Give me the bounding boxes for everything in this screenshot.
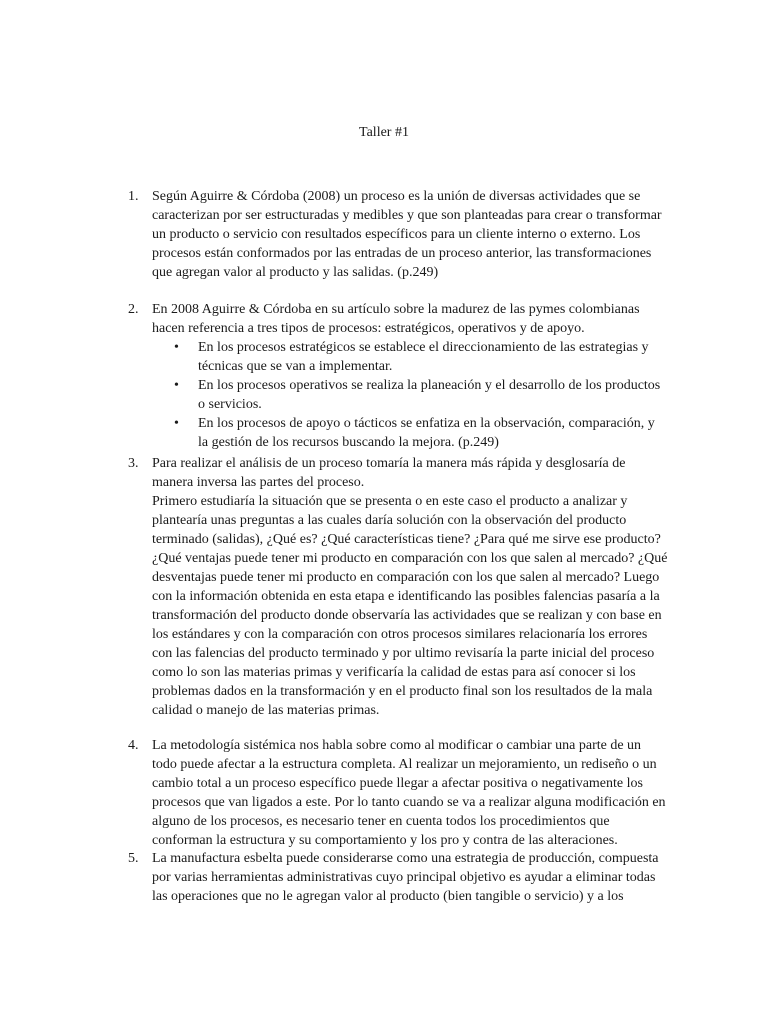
item-text: Según Aguirre & Córdoba (2008) un proceso es la unión de diversas actividades que se caracterizan por ser estructuradas y medibles y que son planteadas para crear o transformar un producto o servicio con resultados específicos para un cliente interno o externo. Los procesos están conformados por las entradas de un proceso anterior, las transformaciones que agregan valor al producto y las salidas. (p.249) [152,189,662,280]
bullet-item [152,414,668,452]
bullet-icon: • [174,340,179,355]
item-text: Para realizar el análisis de un proceso tomaría la manera más rápida y desglosaría de manera inversa las partes del proceso. [152,456,626,490]
bullet-item [152,338,668,376]
item-number: 2. [128,302,139,317]
item-body [152,187,668,282]
item-number: 3. [128,456,139,471]
item-number: 1. [128,189,139,204]
bullet-text: En los procesos operativos se realiza la planeación y el desarrollo de los productos o servicios. [198,378,661,412]
item-text-continued: Primero estudiaría la situación que se presenta o en este caso el producto a analizar y plantearía unas preguntas a las cuales daría solución con la observación del producto terminado (salidas), ¿Qué es? ¿Qué características tiene? ¿Para qué me sirve ese producto? ¿Qué ventajas puede tener mi producto en comparación con los que salen al mercado? ¿Qué desventajas puede tener mi producto en comparación con los que salen al mercado? Luego con la información obtenida en esta etapa e identificando las posibles falencias pasaría a la transformación del producto donde observaría las actividades que se realizan y con base en los estándares y con la comparación con otros procesos similares relacionaría los errores con las falencias del producto terminado y por ultimo revisaría la parte inicial del proceso como lo son las materias primas y verificaría la calidad de estas para así conocer si los problemas dados en la transformación y en el producto final son los resultados de la mala calidad o manejo de las materias primas. [152,494,668,718]
item-text: La metodología sistémica nos habla sobre como al modificar o cambiar una parte de un todo puede afectar a la estructura completa. Al realizar un mejoramiento, un rediseño o un cambio total a un proceso específico puede llegar a afectar positiva o negativamente los procesos que van ligados a este. Por lo tanto cuando se va a realizar alguna modificación en alguno de los procesos, es necesario tener en cuenta todos los procedimientos que conforman la estructura y su comportamiento y los pro y contra de las alteraciones. [152,738,666,848]
item-body [152,849,668,906]
bullet-list [152,338,668,452]
list-item-2 [128,300,668,452]
bullet-icon: • [174,416,179,431]
item-body [152,736,668,850]
bullet-icon: • [174,378,179,393]
item-number: 4. [128,738,139,753]
item-number: 5. [128,851,139,866]
item-body [152,454,668,720]
bullet-text: En los procesos estratégicos se establece el direccionamiento de las estrategias y técnicas que se van a implementar. [198,340,649,374]
list-item-1 [128,187,668,282]
bullet-text: En los procesos de apoyo o tácticos se enfatiza en la observación, comparación, y la gestión de los recursos buscando la mejora. (p.249) [198,416,655,450]
list-item-5 [128,849,668,906]
item-text: En 2008 Aguirre & Córdoba en su artículo sobre la madurez de las pymes colombianas hacen referencia a tres tipos de procesos: estratégicos, operativos y de apoyo. [152,302,640,336]
bullet-item [152,376,668,414]
list-item-4 [128,736,668,850]
item-text: La manufactura esbelta puede considerarse como una estrategia de producción, compuesta por varias herramientas administrativas cuyo principal objetivo es ayudar a eliminar todas las operaciones que no le agregan valor al producto (bien tangible o servicio) y a los [152,851,659,904]
page-title: Taller #1 [359,125,409,140]
list-item-3 [128,454,668,720]
item-body [152,300,668,452]
